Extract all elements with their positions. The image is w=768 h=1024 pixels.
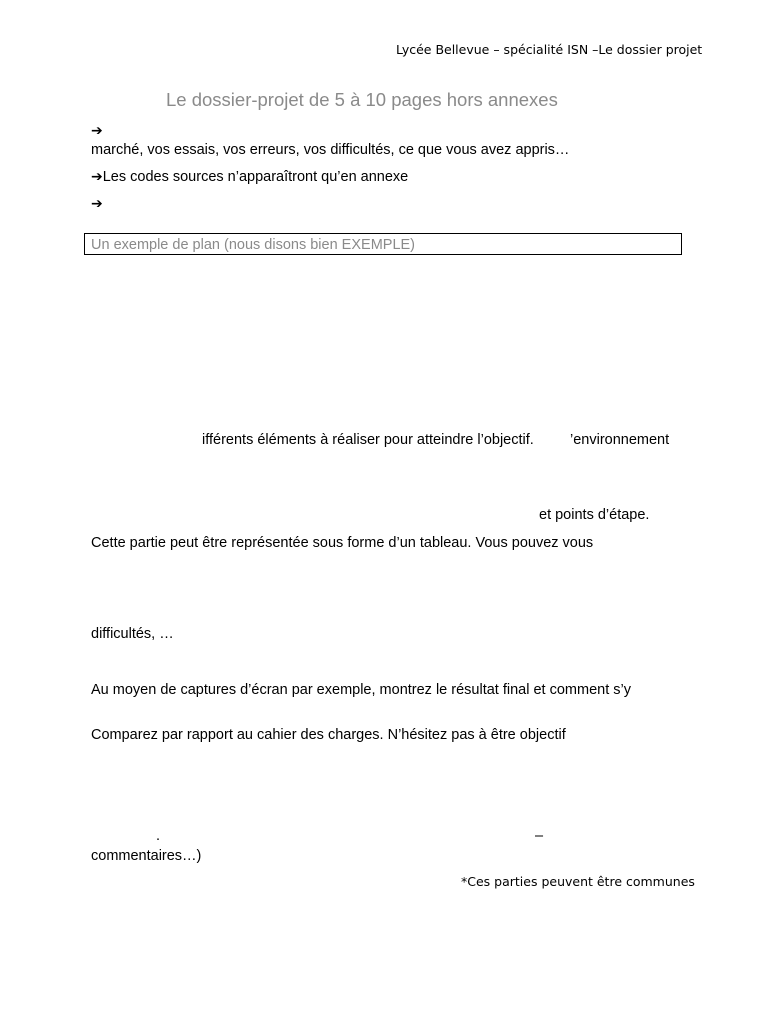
fragment-captures: Au moyen de captures d’écran par exemple, montrez le résultat final et comment s’y bbox=[91, 682, 631, 698]
bullet-line-2 bbox=[91, 170, 408, 185]
fragment-elements: ifférents éléments à réaliser pour atteindre l’objectif. bbox=[202, 432, 534, 448]
fragment-difficultes: difficultés, … bbox=[91, 626, 174, 642]
fragment-dash: – bbox=[535, 828, 544, 844]
bullet-line-2-text: Les codes sources n’apparaîtront qu’en annexe bbox=[102, 169, 409, 185]
document-title: Le dossier-projet de 5 à 10 pages hors annexes bbox=[166, 89, 558, 110]
plan-example-box bbox=[84, 233, 682, 255]
fragment-points-etape: et points d’étape. bbox=[539, 507, 650, 523]
fragment-commentaires: commentaires…) bbox=[91, 848, 202, 864]
page-header: Lycée Bellevue – spécialité ISN –Le dossier projet bbox=[396, 42, 703, 57]
plan-example-label: Un exemple de plan (nous disons bien EXEMPLE) bbox=[91, 237, 416, 253]
footnote: *Ces parties peuvent être communes bbox=[461, 874, 695, 889]
arrow-icon: ➔ bbox=[91, 123, 103, 139]
bullet-line-1-continuation: marché, vos essais, vos erreurs, vos difficultés, ce que vous avez appris… bbox=[91, 142, 570, 158]
arrow-icon: ➔ bbox=[91, 169, 103, 185]
fragment-tableau: Cette partie peut être représentée sous forme d’un tableau. Vous pouvez vous bbox=[91, 535, 594, 551]
arrow-icon: ➔ bbox=[91, 196, 103, 212]
fragment-environnement: ’environnement bbox=[570, 432, 670, 448]
fragment-comparez: Comparez par rapport au cahier des charges. N’hésitez pas à être objectif bbox=[91, 727, 566, 743]
fragment-dot: . bbox=[156, 828, 161, 844]
